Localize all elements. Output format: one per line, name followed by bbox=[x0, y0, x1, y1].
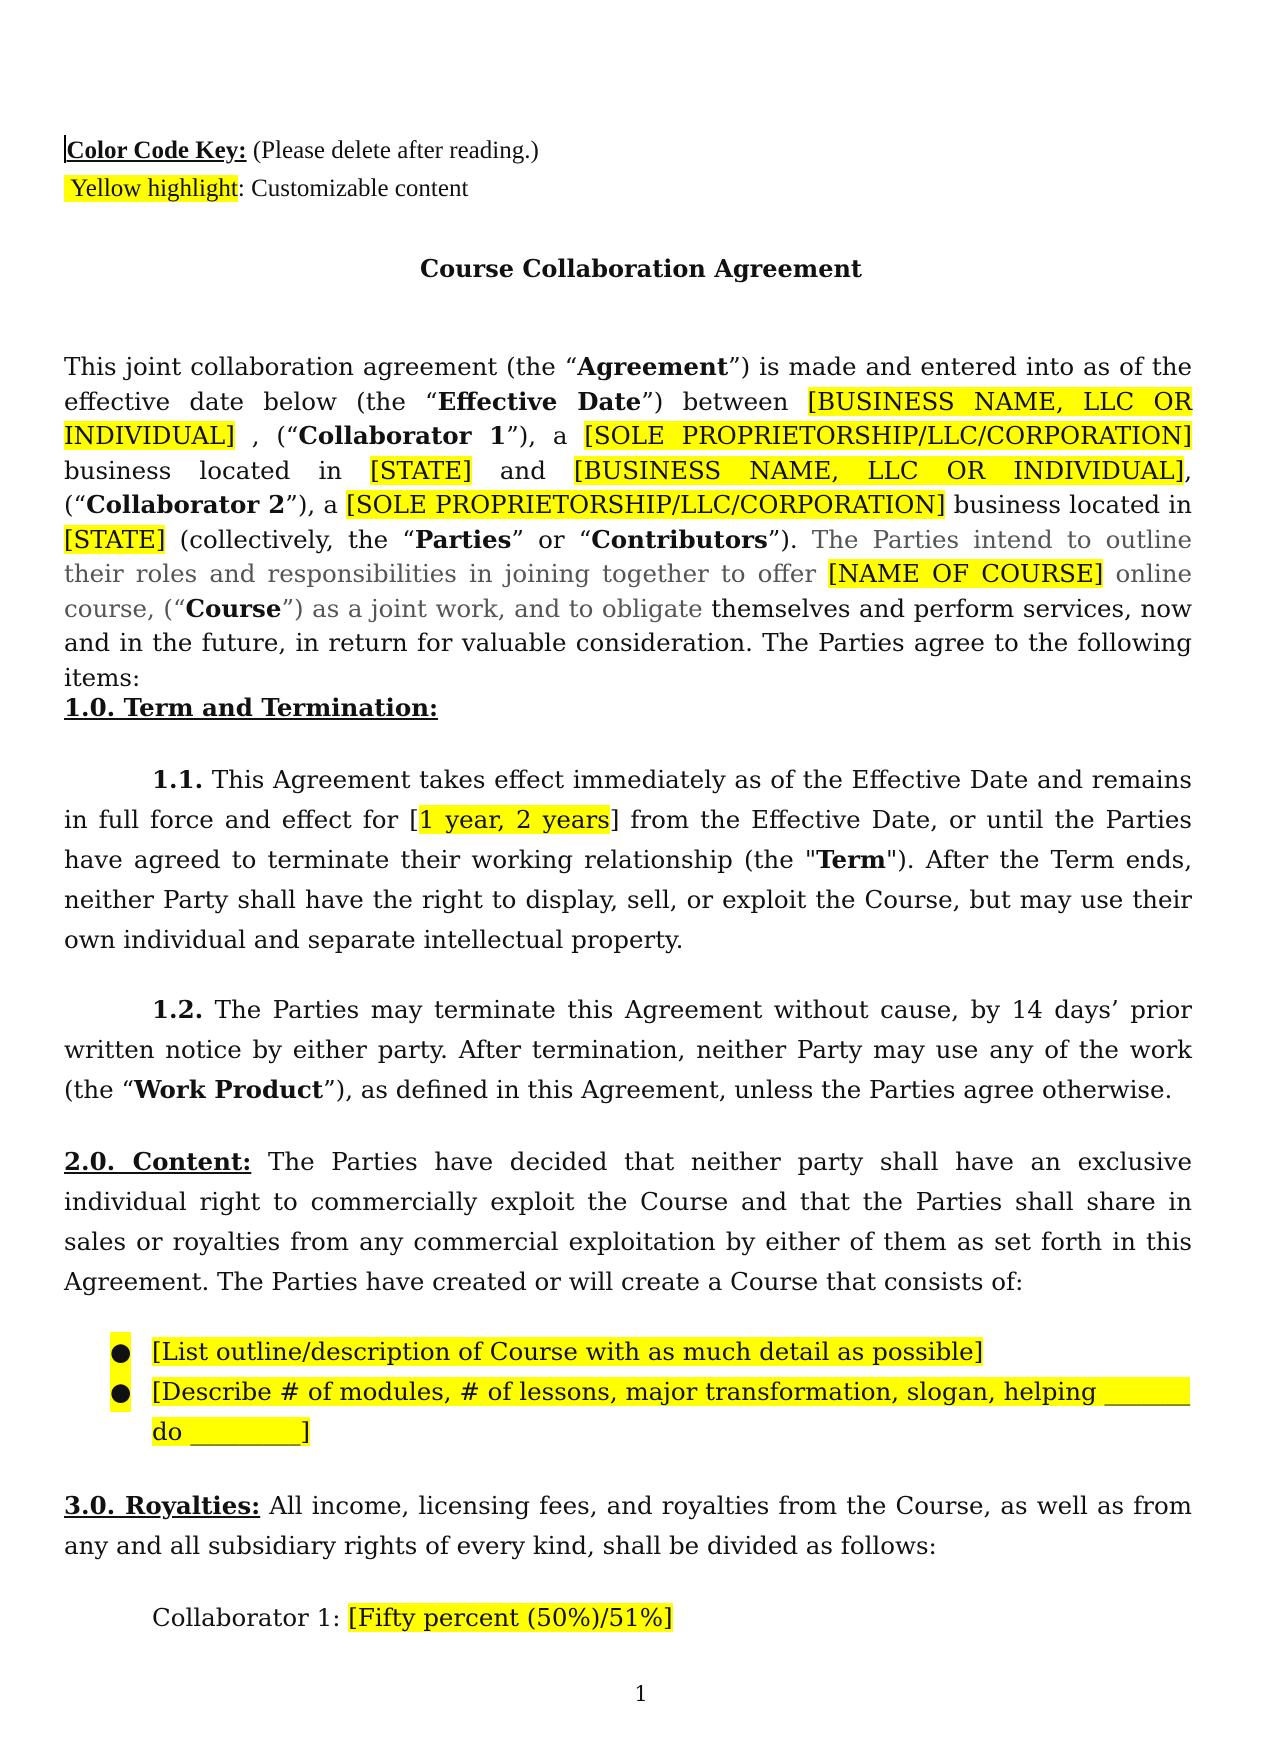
term-collaborator-2: Collaborator 2 bbox=[86, 490, 286, 519]
intro-text-grey: ”) as a joint work, and to obligate bbox=[281, 593, 703, 623]
text-cursor bbox=[64, 135, 66, 163]
clause-text: The Parties may terminate this Agreement without cause, by 14 days’ prior written notice by either party. After termination, neither Party may use any of the work (the “ bbox=[64, 995, 1192, 1104]
term-course: Course bbox=[185, 593, 282, 623]
term-contributors: Contributors bbox=[591, 524, 768, 554]
section-2-content bbox=[64, 1142, 1192, 1302]
clause-text: This Agreement takes effect immediately as of the Effective Date and remains in full force and effect for [ bbox=[64, 765, 1192, 834]
placeholder-business-name-2: [BUSINESS NAME, LLC OR INDIVIDUAL] bbox=[574, 455, 1185, 485]
section-3-heading: 3.0. Royalties: bbox=[64, 1491, 261, 1520]
intro-text: ” or “ bbox=[511, 524, 592, 554]
intro-text: themselves and perform services, now and in the future, in return for valuable consideration. The Parties agree to the following items: bbox=[64, 593, 1192, 692]
color-key-line-1 bbox=[64, 132, 539, 170]
list-item bbox=[110, 1372, 1192, 1452]
collaborator-1-share bbox=[152, 1598, 673, 1638]
highlight-description: : Customizable content bbox=[237, 175, 469, 202]
clause-number: 1.1. bbox=[152, 765, 204, 794]
intro-text: This joint collaboration agreement (the “ bbox=[64, 352, 578, 381]
course-content-list bbox=[110, 1332, 1192, 1452]
term-agreement: Agreement bbox=[577, 352, 729, 381]
intro-text: business located in bbox=[945, 490, 1192, 519]
intro-text: ”). bbox=[767, 524, 812, 554]
term-collaborator-1: Collaborator 1 bbox=[298, 421, 507, 450]
highlight-sample-text: Yellow highlight bbox=[70, 175, 238, 202]
placeholder-course-name: [NAME OF COURSE] bbox=[828, 559, 1104, 588]
color-key-heading: Color Code Key: bbox=[66, 137, 247, 164]
placeholder-course-details: [Describe # of modules, # of lessons, major transformation, slogan, helping _______ do _________] bbox=[152, 1377, 1191, 1446]
clause-number: 1.2. bbox=[152, 995, 204, 1024]
bullet-icon: ● bbox=[110, 1332, 131, 1372]
section-2-text: The Parties have decided that neither party shall have an exclusive individual right to commercially exploit the Course and that the Parties shall share in sales or royalties from any commercial exploitation by either of them as set forth in this Agreement. The Parties have created or will create a Course that consists of: bbox=[64, 1147, 1192, 1296]
clause-text: ] from the Effective Date, or until the Parties have agreed to terminate their working relationship (the " bbox=[64, 805, 1192, 874]
intro-text: ”) between bbox=[641, 386, 808, 416]
placeholder-business-name-1: [BUSINESS NAME, LLC OR INDIVIDUAL] bbox=[64, 386, 1193, 450]
intro-text: (collectively, the “ bbox=[165, 524, 415, 554]
color-code-key bbox=[64, 132, 539, 208]
section-3-text: All income, licensing fees, and royalties from the Course, as well as from any and all subsidiary rights of every kind, shall be divided as follows: bbox=[64, 1491, 1192, 1560]
color-key-note: (Please delete after reading.) bbox=[252, 137, 539, 164]
highlight-sample bbox=[64, 175, 238, 202]
intro-text: business located in bbox=[64, 455, 371, 485]
intro-text: ”) is made and entered into as of the effective date below (the “ bbox=[64, 352, 1192, 416]
placeholder-entity-type-1: [SOLE PROPRIETORSHIP/LLC/CORPORATION] bbox=[584, 421, 1192, 450]
intro-text: and bbox=[471, 455, 575, 485]
placeholder-collaborator-1-percent: [Fifty percent (50%)/51%] bbox=[348, 1603, 673, 1632]
color-key-line-2 bbox=[64, 170, 539, 208]
placeholder-entity-type-2: [SOLE PROPRIETORSHIP/LLC/CORPORATION] bbox=[346, 490, 946, 519]
intro-text-grey: The Parties intend to outline their roles and responsibilities in joining together to offer bbox=[64, 524, 1193, 588]
section-3-royalties bbox=[64, 1486, 1192, 1566]
intro-paragraph bbox=[64, 350, 1192, 695]
clause-1-1 bbox=[64, 760, 1192, 960]
list-item bbox=[110, 1332, 1192, 1372]
page-number: 1 bbox=[634, 1682, 648, 1706]
placeholder-term-length: 1 year, 2 years bbox=[418, 805, 610, 834]
clause-text: ”), as defined in this Agreement, unless the Parties agree otherwise. bbox=[323, 1075, 1173, 1104]
collaborator-1-label: Collaborator 1: bbox=[152, 1603, 349, 1632]
intro-text: ”), a bbox=[285, 490, 347, 519]
placeholder-state-1: [STATE] bbox=[370, 455, 472, 485]
intro-text: , (“ bbox=[64, 455, 1192, 519]
term-effective-date: Effective Date bbox=[437, 386, 642, 416]
intro-text-grey: online course, (“ bbox=[64, 559, 1192, 623]
placeholder-state-2: [STATE] bbox=[64, 524, 166, 554]
placeholder-course-outline: [List outline/description of Course with as much detail as possible] bbox=[152, 1337, 984, 1366]
term-term: Term bbox=[816, 845, 886, 874]
term-parties: Parties bbox=[414, 524, 512, 554]
section-1-heading: 1.0. Term and Termination: bbox=[64, 693, 439, 722]
clause-text: "). After the Term ends, neither Party shall have the right to display, sell, or exploit the Course, but may use their own individual and separate intellectual property. bbox=[64, 845, 1192, 954]
bullet-icon: ● bbox=[110, 1372, 131, 1412]
intro-text: ”), a bbox=[506, 421, 585, 450]
section-2-heading: 2.0. Content: bbox=[64, 1147, 252, 1176]
document-title: Course Collaboration Agreement bbox=[419, 254, 863, 283]
intro-text: , (“ bbox=[234, 421, 299, 450]
term-work-product: Work Product bbox=[134, 1075, 324, 1104]
clause-1-2 bbox=[64, 990, 1192, 1110]
